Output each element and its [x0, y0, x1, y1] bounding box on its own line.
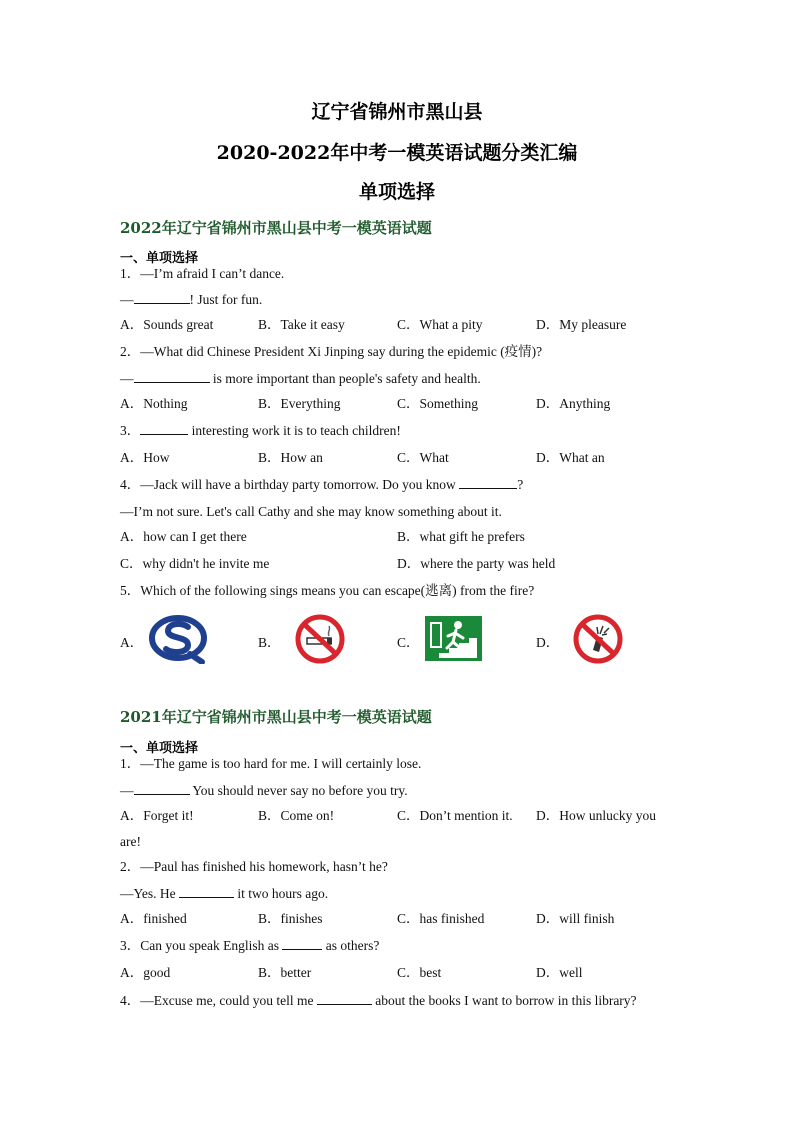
- q1-2021-option-b: B．Come on!: [258, 808, 335, 823]
- q1-option-c: C．What a pity: [397, 317, 483, 332]
- q5-option-b-label: B．: [258, 635, 281, 650]
- q3-option-c: C．What: [397, 450, 449, 465]
- q3-2021-option-a: A．good: [120, 965, 171, 980]
- q2-2021-option-b: B．finishes: [258, 911, 323, 926]
- q2-2021-reply: [120, 885, 328, 903]
- q5-option-d-label: D．: [536, 635, 560, 650]
- q4-question-mark: ?: [517, 477, 524, 492]
- q1-2021-option-c: C．Don’t mention it.: [397, 808, 513, 823]
- q3-option-d: D．What an: [536, 450, 605, 465]
- part-title-2022: 一、单项选择: [120, 251, 199, 266]
- q2-2021-reply-end: it two hours ago.: [234, 886, 329, 901]
- q2-2021-option-a: A．finished: [120, 911, 187, 926]
- answer-blank: [317, 992, 372, 1005]
- q1-option-d: D．My pleasure: [536, 317, 627, 332]
- document-title: 辽宁省锦州市黑山县: [311, 101, 483, 123]
- q4-2021-text-end: about the books I want to borrow in this library?: [371, 993, 637, 1008]
- answer-blank: [134, 782, 190, 795]
- q4-option-a: A．how can I get there: [120, 529, 247, 544]
- q1-reply-text: ! Just for fun.: [189, 292, 263, 307]
- answer-blank: [282, 937, 322, 950]
- answer-blank: [459, 476, 517, 489]
- part-title-2021: 一、单项选择: [120, 741, 199, 756]
- q5-option-c-label: C．: [397, 635, 420, 650]
- q3-2021-option-d: D．well: [536, 965, 583, 980]
- document-category: 单项选择: [358, 181, 435, 203]
- q1-reply-dash: —: [120, 292, 134, 307]
- q2-2021-stem: 2．—Paul has finished his homework, hasn’t he?: [120, 859, 388, 874]
- q4-2021-stem: [120, 992, 637, 1010]
- q2-2021-reply-start: —Yes. He: [120, 886, 180, 901]
- q1-option-b: B．Take it easy: [258, 317, 345, 332]
- quality-certification-sq-icon: [148, 614, 208, 664]
- q3-number: 3．: [120, 423, 141, 438]
- answer-blank: [134, 291, 190, 304]
- q3-option-b: B．How an: [258, 450, 323, 465]
- q2-2021-option-c: C．has finished: [397, 911, 485, 926]
- answer-blank: [140, 422, 188, 435]
- q4-option-c: C．why didn't he invite me: [120, 556, 270, 571]
- q4-reply: —I’m not sure. Let's call Cathy and she may know something about it.: [120, 504, 502, 519]
- q1-2021-reply-dash: —: [120, 783, 134, 798]
- q1-2021-stem: 1．—The game is too hard for me. I will certainly lose.: [120, 756, 422, 771]
- q1-2021-option-a: A．Forget it!: [120, 808, 194, 823]
- q2-stem: 2．—What did Chinese President Xi Jinping say during the epidemic (疫情)?: [120, 344, 543, 359]
- q1-stem: 1．—I’m afraid I can’t dance.: [120, 266, 285, 281]
- q1-2021-option-d: D．How unlucky you: [536, 808, 656, 823]
- section-heading-2022: 2022年辽宁省锦州市黑山县中考一模英语试题: [120, 219, 432, 237]
- q3-2021-text-end: as others?: [322, 938, 380, 953]
- q2-reply: [120, 370, 481, 388]
- q1-2021-option-d-wrap: are!: [120, 834, 141, 849]
- document-subtitle: 2020-2022年中考一模英语试题分类汇编: [216, 142, 578, 164]
- q3-2021-text: 3．Can you speak English as: [120, 938, 283, 953]
- q1-reply: [120, 291, 262, 309]
- q4-stem: [120, 476, 523, 494]
- q3-option-a: A．How: [120, 450, 170, 465]
- q2-option-a: A．Nothing: [120, 396, 188, 411]
- q3-text: interesting work it is to teach children!: [188, 423, 401, 438]
- q2-reply-text: is more important than people's safety and health.: [209, 371, 481, 386]
- q1-2021-reply-text: You should never say no before you try.: [189, 783, 408, 798]
- q1-option-a: A．Sounds great: [120, 317, 214, 332]
- answer-blank: [134, 370, 210, 383]
- q4-option-b: B．what gift he prefers: [397, 529, 525, 544]
- q2-option-b: B．Everything: [258, 396, 341, 411]
- no-smoking-icon: [291, 614, 349, 664]
- no-fireworks-icon: [569, 614, 627, 664]
- q2-2021-option-d: D．will finish: [536, 911, 615, 926]
- answer-blank: [179, 885, 234, 898]
- q1-2021-reply: [120, 782, 408, 800]
- q3-2021-option-c: C．best: [397, 965, 442, 980]
- q4-2021-text: 4．—Excuse me, could you tell me: [120, 993, 317, 1008]
- q3-stem: [120, 422, 401, 440]
- q2-option-d: D．Anything: [536, 396, 611, 411]
- q5-stem: 5．Which of the following sings means you can escape(逃离) from the fire?: [120, 583, 535, 598]
- q3-2021-option-b: B．better: [258, 965, 312, 980]
- q3-2021-stem: [120, 937, 379, 955]
- section-heading-2021: 2021年辽宁省锦州市黑山县中考一模英语试题: [120, 708, 432, 726]
- q2-option-c: C．Something: [397, 396, 479, 411]
- emergency-exit-icon: [425, 614, 483, 664]
- q2-reply-dash: —: [120, 371, 134, 386]
- q5-option-a-label: A．: [120, 635, 144, 650]
- q4-option-d: D．where the party was held: [397, 556, 556, 571]
- q4-text: 4．—Jack will have a birthday party tomorrow. Do you know: [120, 477, 460, 492]
